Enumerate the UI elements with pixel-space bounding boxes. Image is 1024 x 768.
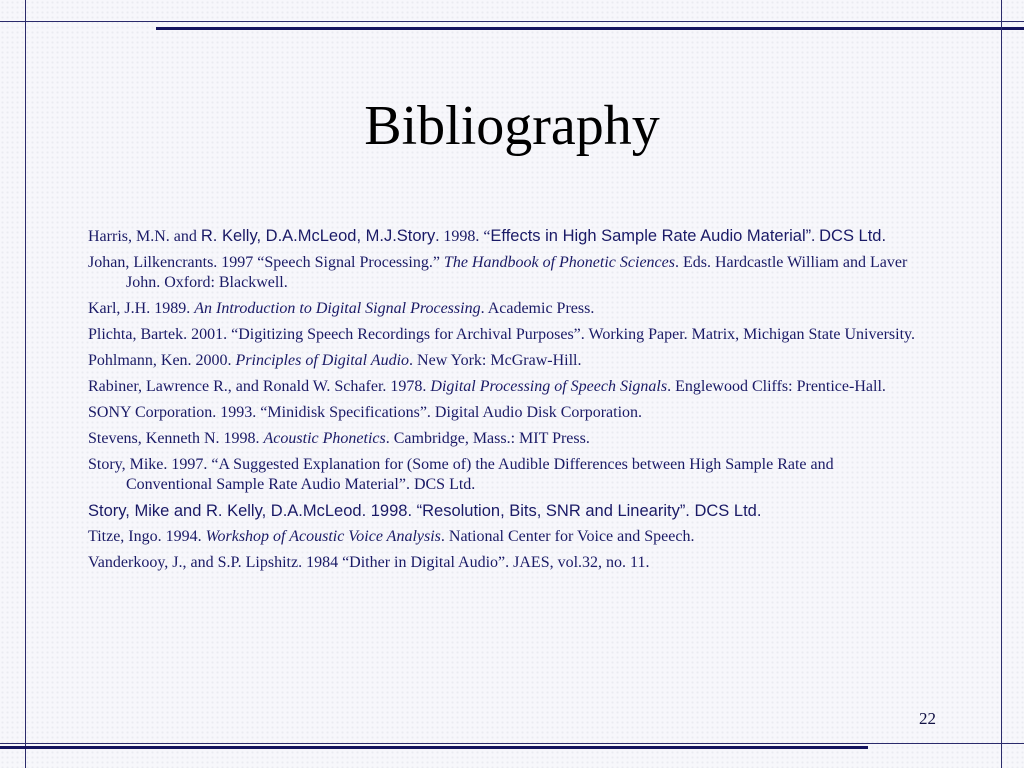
entry-text: Workshop of Acoustic Voice Analysis [205, 528, 441, 545]
slide-title: Bibliography [364, 95, 660, 157]
bibliography-entry [88, 501, 918, 521]
entry-text: . 1998. “ [435, 228, 491, 245]
bibliography-entry [88, 226, 918, 247]
entry-text: SONY Corporation. 1993. “Minidisk Specifications”. Digital Audio Disk Corporation. [88, 404, 643, 421]
entry-text: . Cambridge, Mass.: MIT Press. [385, 430, 590, 447]
entry-text: Effects in High Sample Rate Audio Material” [490, 227, 812, 245]
bibliography-entry [88, 553, 918, 573]
entry-text: Pohlmann, Ken. 2000. [88, 352, 236, 369]
bibliography-list [88, 226, 918, 579]
top-accent-bar [156, 27, 1024, 30]
entry-text: Titze, Ingo. 1994. [88, 528, 206, 545]
bibliography-entry [88, 253, 918, 293]
bibliography-entry [88, 299, 918, 319]
bibliography-entry [88, 527, 918, 547]
entry-text: The Handbook of Phonetic Sciences [443, 254, 675, 271]
bibliography-entry [88, 325, 918, 345]
entry-text: Karl, J.H. 1989. [88, 300, 195, 317]
entry-text: Digital Processing of Speech Signals [430, 378, 668, 395]
bibliography-entry [88, 429, 918, 449]
entry-text: . Academic Press. [480, 300, 595, 317]
frame-top-line [0, 21, 1024, 22]
frame-bottom-line [0, 743, 1024, 744]
entry-text: Stevens, Kenneth N. 1998. [88, 430, 264, 447]
entry-text: Story, Mike. 1997. “A Suggested Explanation for (Some of) the Audible Differences between High Sample Rate and Conventional Sample Rate Audio Material”. DCS Ltd. [88, 456, 834, 493]
entry-text: Johan, Lilkencrants. 1997 “Speech Signal Processing.” [88, 254, 444, 271]
entry-text: . Englewood Cliffs: Prentice-Hall. [667, 378, 886, 395]
entry-text: . [811, 228, 820, 245]
entry-text: DCS Ltd. [819, 227, 887, 245]
entry-text: Rabiner, Lawrence R., and Ronald W. Schafer. 1978. [88, 378, 431, 395]
page-number: 22 [919, 709, 936, 728]
bottom-accent-bar [0, 746, 868, 749]
bibliography-entry [88, 377, 918, 397]
entry-text: An Introduction to Digital Signal Processing [194, 300, 481, 317]
bibliography-entry [88, 403, 918, 423]
entry-text: . National Center for Voice and Speech. [440, 528, 695, 545]
bibliography-entry [88, 455, 918, 495]
entry-text: Plichta, Bartek. 2001. “Digitizing Speech Recordings for Archival Purposes”. Working Paper. Matrix, Michigan State University. [88, 326, 915, 343]
bibliography-entry [88, 351, 918, 371]
entry-text: . New York: McGraw-Hill. [409, 352, 582, 369]
entry-text: R. Kelly, D.A.McLeod, M.J.Story [200, 227, 436, 245]
entry-text: Vanderkooy, J., and S.P. Lipshitz. 1984 “Dither in Digital Audio”. JAES, vol.32, no. 11. [88, 554, 650, 571]
entry-text: Harris, M.N. and [88, 228, 201, 245]
entry-text: Story, Mike and R. Kelly, D.A.McLeod. 1998. “Resolution, Bits, SNR and Linearity”. DCS Ltd. [88, 502, 762, 520]
entry-text: . Eds. Hardcastle William and Laver John. Oxford: Blackwell. [126, 254, 908, 291]
entry-text: Acoustic Phonetics [263, 430, 386, 447]
entry-text: Principles of Digital Audio [235, 352, 410, 369]
